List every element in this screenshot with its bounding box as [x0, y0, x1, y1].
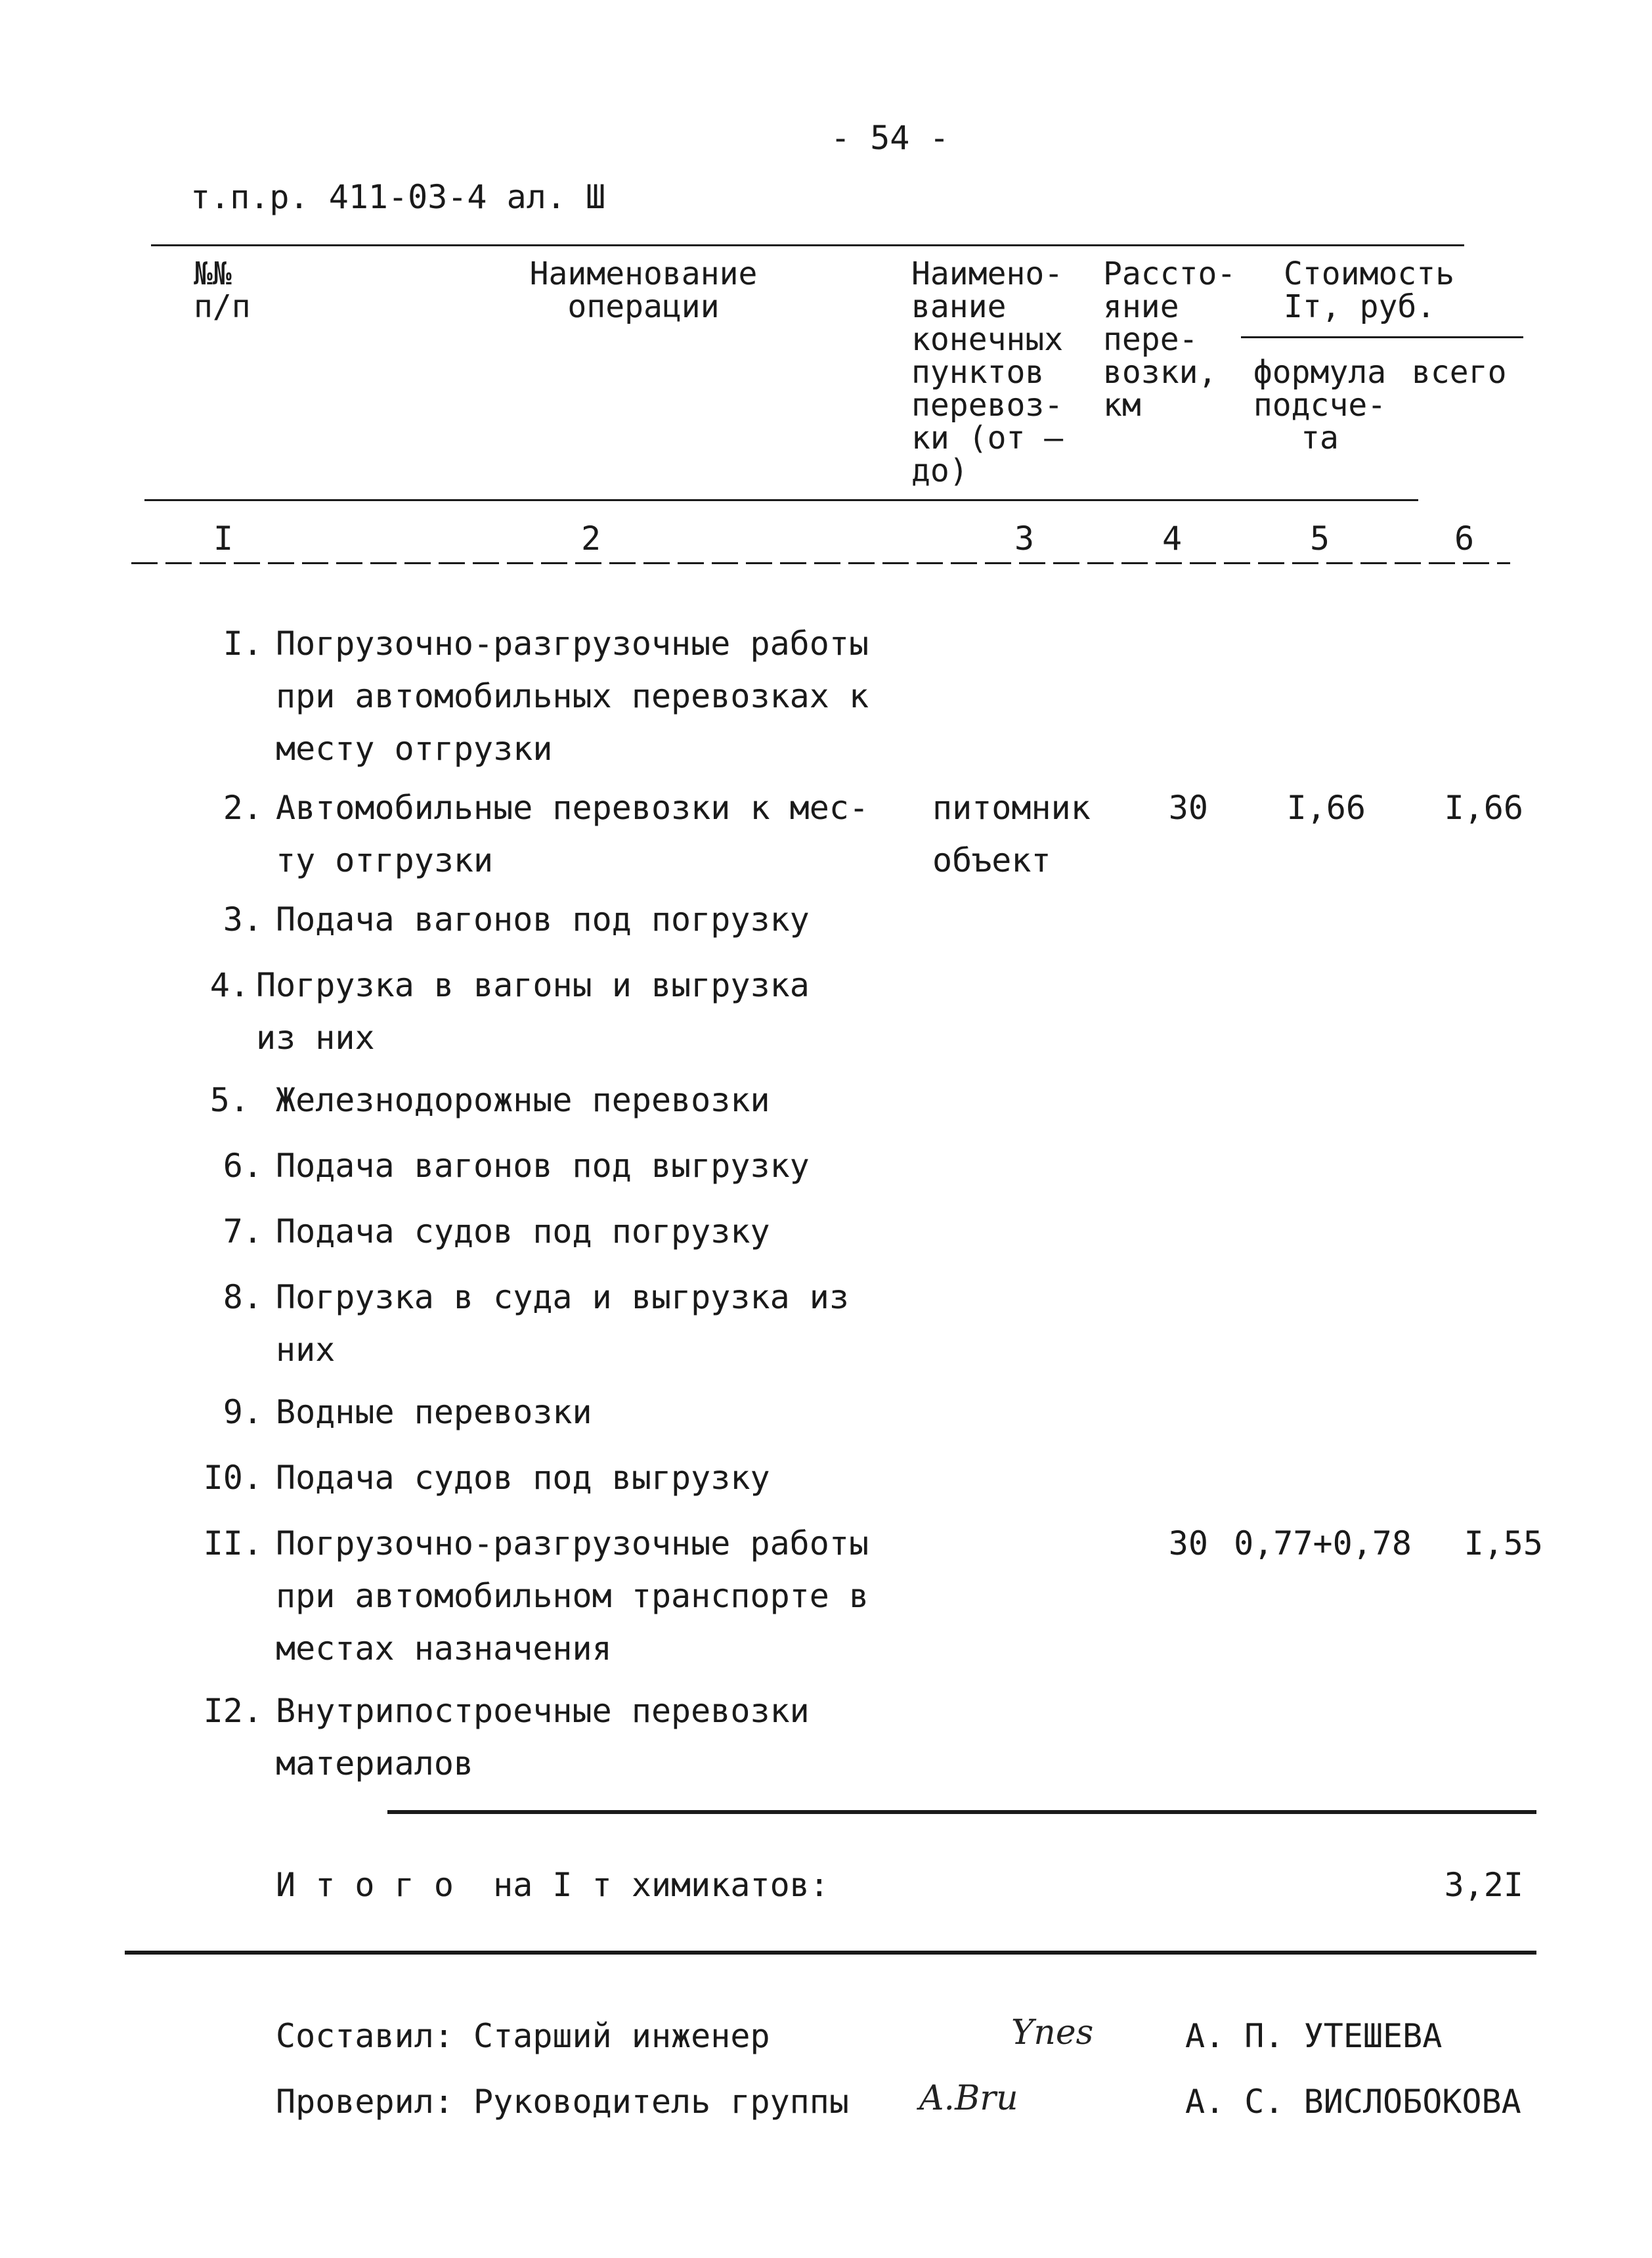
row-8-number: 8.	[223, 1278, 263, 1316]
col-header-number: №№ п/п	[194, 255, 251, 325]
row-4-number: 4.	[209, 966, 250, 1004]
column-number-rule	[131, 562, 1510, 564]
row-11-number: II.	[203, 1524, 263, 1562]
col-header-distance: Рассто- яние пере- возки, км	[1103, 255, 1236, 424]
page-number: - 54 -	[831, 119, 949, 157]
row-1-number: I.	[223, 625, 263, 663]
row-7-number: 7.	[223, 1212, 263, 1251]
compiled-signature: Ynes	[1011, 2013, 1094, 2052]
row-9-operation: Водные перевозки	[276, 1393, 592, 1431]
col-number-2: 2	[580, 520, 601, 558]
col-number-6: 6	[1454, 520, 1475, 558]
compiled-by-name: А. П. УТЕШЕВА	[1185, 2017, 1443, 2055]
total-top-rule	[387, 1810, 1536, 1814]
row-2-total: I,66	[1444, 789, 1523, 827]
col-header-points: Наимено- вание конечных пунктов перевоз- ки (от – до)	[911, 255, 1064, 489]
col-number-4: 4	[1162, 520, 1183, 558]
compiled-by-label: Составил: Старший инженер	[276, 2017, 770, 2055]
total-value: 3,2I	[1444, 1866, 1523, 1904]
row-11-distance: 30	[1168, 1524, 1208, 1562]
row-4-operation: Погрузка в вагоны и выгрузка из них	[256, 966, 810, 1057]
checked-by-label: Проверил: Руководитель группы	[276, 2083, 849, 2121]
row-5-number: 5.	[209, 1081, 250, 1119]
row-9-number: 9.	[223, 1393, 263, 1431]
row-10-operation: Подача судов под выгрузку	[276, 1459, 770, 1497]
row-1-operation: Погрузочно-разгрузочные работы при автомобильных перевозках к месту отгрузки	[276, 625, 869, 768]
col-number-5: 5	[1309, 520, 1330, 558]
row-2-points: питомник объект	[932, 789, 1091, 879]
row-5-operation: Железнодорожные перевозки	[276, 1081, 770, 1119]
col-header-cost-group: Стоимость Iт, руб.	[1284, 255, 1455, 325]
row-12-operation: Внутрипостроечные перевозки материалов	[276, 1692, 810, 1782]
cost-group-rule	[1241, 336, 1523, 338]
col-header-formula: формула подсче- та	[1253, 354, 1387, 456]
col-header-operation: Наименование операции	[529, 255, 758, 325]
row-11-formula: 0,77+0,78	[1234, 1524, 1412, 1562]
header-bottom-rule	[144, 499, 1418, 501]
row-6-number: 6.	[223, 1147, 263, 1185]
row-12-number: I2.	[203, 1692, 263, 1730]
row-6-operation: Подача вагонов под выгрузку	[276, 1147, 810, 1185]
col-number-3: 3	[1014, 520, 1035, 558]
row-2-number: 2.	[223, 789, 263, 827]
row-3-operation: Подача вагонов под погрузку	[276, 900, 810, 939]
col-header-total: всего	[1412, 354, 1507, 391]
row-2-operation: Автомобильные перевозки к мес- ту отгрузки	[276, 789, 869, 879]
row-2-distance: 30	[1168, 789, 1208, 827]
row-11-operation: Погрузочно-разгрузочные работы при автомобильном транспорте в местах назначения	[276, 1524, 869, 1668]
row-7-operation: Подача судов под погрузку	[276, 1212, 770, 1251]
row-3-number: 3.	[223, 900, 263, 939]
document-reference: т.п.р. 411-03-4 ал. Ш	[190, 178, 606, 216]
total-label: И т о г о на I т химикатов:	[276, 1866, 829, 1904]
header-top-rule	[151, 244, 1464, 246]
row-2-formula: I,66	[1286, 789, 1366, 827]
checked-by-name: А. С. ВИСЛОБОКОВА	[1185, 2083, 1521, 2121]
row-8-operation: Погрузка в суда и выгрузка из них	[276, 1278, 849, 1369]
row-10-number: I0.	[203, 1459, 263, 1497]
checked-signature: A.Bru	[919, 2079, 1018, 2118]
total-bottom-rule	[125, 1951, 1536, 1955]
row-11-total: I,55	[1464, 1524, 1543, 1562]
col-number-1: I	[213, 520, 234, 558]
